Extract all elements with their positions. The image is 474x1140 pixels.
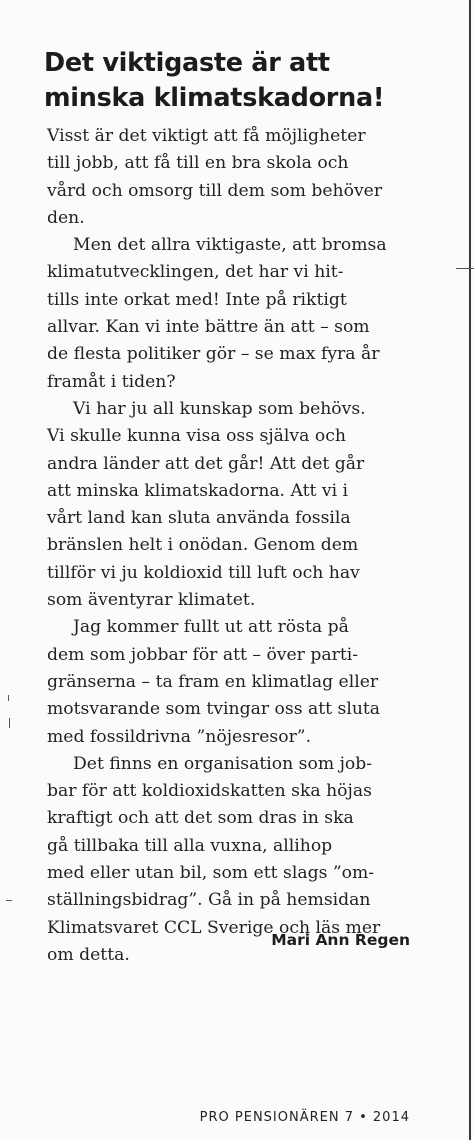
text-line: Vi har ju all kunskap som behövs. [73,398,366,419]
text-line: bar för att koldioxidskatten ska höjas [47,781,372,802]
text-line: att minska klimatskadorna. Att vi i [47,480,349,501]
text-line: kraftigt och att det som dras in ska [47,808,354,829]
text-line: vård och omsorg till dem som behöver [47,180,383,201]
paragraph [47,396,427,614]
text-line: allvar. Kan vi inte bättre än att – som [47,317,370,338]
publication-footer: PRO PENSIONÄREN 7 • 2014 [199,1110,410,1125]
scan-mark [8,695,9,701]
text-line: gå tillbaka till alla vuxna, allihop [47,835,333,856]
text-line: med fossildrivna ”nöjesresor”. [47,726,312,747]
text-line: Jag kommer fullt ut att rösta på [73,617,349,638]
article-headline [44,46,444,116]
text-line: gränserna – ta fram en klimatlag eller [47,671,379,692]
text-line: om detta. [47,944,130,965]
text-line: Klimatsvaret CCL Sverige och läs mer [47,917,381,938]
text-line: till jobb, att få till en bra skola och [47,153,349,174]
text-line: Visst är det viktigt att få möjligheter [47,126,366,146]
scan-mark [6,900,12,901]
headline-line: Det viktigaste är att [44,48,330,78]
text-line: andra länder att det går! Att det går [47,453,365,474]
text-line: Vi skulle kunna visa oss själva och [47,426,346,447]
paragraph [47,123,427,232]
paragraph [47,232,427,396]
text-line: tills inte orkat med! Inte på riktigt [47,289,347,310]
text-line: med eller utan bil, som ett slags ”om- [47,863,375,884]
headline-line: minska klimatskadorna! [44,83,385,113]
author-signature: Mari Ann Regen [271,931,410,949]
text-line: framåt i tiden? [47,371,176,392]
text-line: dem som jobbar för att – över parti- [47,644,359,665]
column-divider [469,0,471,1140]
text-line: tillför vi ju koldioxid till luft och hav [47,562,360,583]
text-line: bränslen helt i onödan. Genom dem [47,535,359,556]
text-line: klimatutvecklingen, det har vi hit- [47,262,344,283]
scan-mark [9,718,10,728]
text-line: Men det allra viktigaste, att bromsa [73,235,387,256]
text-line: motsvarande som tvingar oss att sluta [47,699,381,720]
text-line: Det finns en organisation som job- [73,753,373,774]
text-line: de flesta politiker gör – se max fyra år [47,344,380,365]
text-line: som äventyrar klimatet. [47,590,256,611]
scan-mark [456,268,474,269]
text-line: ställningsbidrag”. Gå in på hemsidan [47,890,371,911]
article-body [47,123,427,969]
text-line: vårt land kan sluta använda fossila [47,508,351,529]
text-line: den. [47,207,85,228]
paragraph [47,614,427,750]
